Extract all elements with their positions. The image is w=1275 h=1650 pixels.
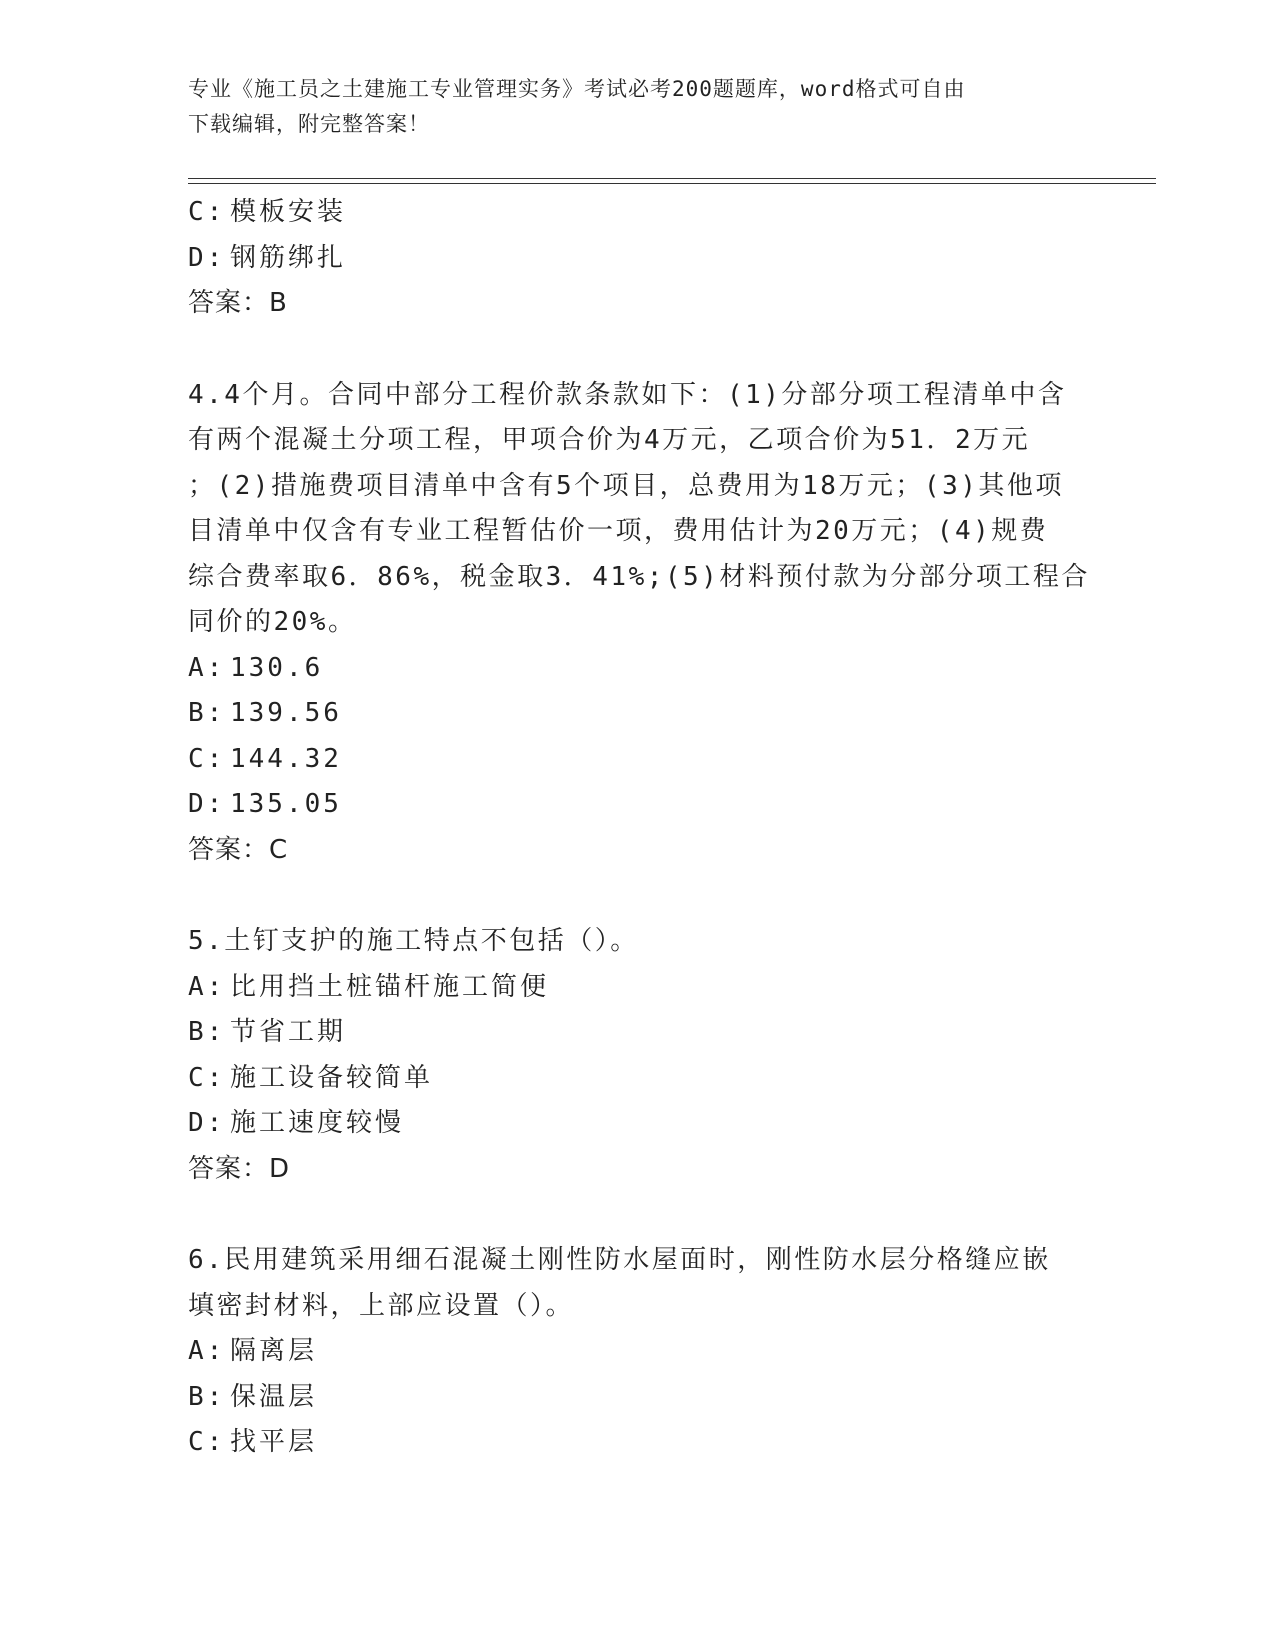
option-letter: B:: [188, 1381, 226, 1412]
option-letter: D:: [188, 789, 226, 819]
option-text: 找平层: [230, 1427, 318, 1457]
question-content: [188, 190, 1090, 1466]
answer-line: 答案：C: [188, 834, 289, 865]
header-divider-top: [188, 178, 1156, 179]
question-text-line: 4.4个月。合同中部分工程价款条款如下：(1)分部分项工程清单中含: [188, 379, 1067, 410]
option-text: 节省工期: [230, 1017, 347, 1047]
question-text-line: 有两个混凝土分项工程，甲项合价为4万元，乙项合价为51．2万元: [188, 425, 1031, 455]
option-letter: C:: [188, 1062, 226, 1093]
option-c: [188, 190, 1068, 236]
option-letter: C:: [188, 743, 226, 774]
option-a: [188, 1329, 1068, 1375]
option-letter: D:: [188, 242, 226, 273]
question-text-line: 5.土钉支护的施工特点不包括（）。: [188, 926, 639, 956]
question-text-line: 填密封材料，上部应设置（）。: [188, 1290, 575, 1321]
option-text: 施工速度较慢: [230, 1108, 405, 1138]
option-letter: B:: [188, 1017, 226, 1047]
option-c: [188, 737, 1068, 783]
option-text: 144.32: [230, 743, 342, 774]
option-c: [188, 1420, 1068, 1466]
option-letter: C:: [188, 197, 226, 227]
option-letter: C:: [188, 1427, 226, 1457]
spacer: [188, 873, 1068, 919]
answer-line: 答案：B: [188, 288, 288, 318]
option-text: 130.6: [230, 652, 324, 683]
option-letter: D:: [188, 1108, 226, 1138]
document-header: [188, 72, 1088, 142]
option-text: 隔离层: [230, 1336, 318, 1366]
question-text-line: 同价的20%。: [188, 607, 357, 637]
option-text: 模板安装: [230, 197, 347, 227]
option-d: [188, 782, 1068, 828]
header-divider-bottom: [188, 183, 1156, 184]
spacer: [188, 327, 1068, 373]
header-line-1: 专业《施工员之土建施工专业管理实务》考试必考200题题库，word格式可自由: [188, 77, 966, 101]
option-b: [188, 691, 1068, 737]
option-text: 比用挡土桩锚杆施工简便: [230, 971, 550, 1002]
question-text-line: 6.民用建筑采用细石混凝土刚性防水屋面时，刚性防水层分格缝应嵌: [188, 1245, 1051, 1275]
option-text: 钢筋绑扎: [230, 242, 347, 273]
question-5: [188, 919, 1068, 965]
option-text: 保温层: [230, 1381, 318, 1412]
header-line-2: 下载编辑，附完整答案！: [188, 112, 430, 136]
question-text-line: 综合费率取6．86%，税金取3．41%;(5)材料预付款为分部分项工程合: [188, 561, 1090, 592]
option-b: [188, 1375, 1068, 1421]
option-text: 139.56: [230, 698, 342, 728]
option-letter: A:: [188, 971, 226, 1002]
option-letter: A:: [188, 652, 226, 683]
spacer: [188, 1192, 1068, 1238]
question-block-prev: [188, 190, 1068, 327]
question-6: [188, 1238, 1068, 1329]
option-letter: A:: [188, 1336, 226, 1366]
option-text: 施工设备较简单: [230, 1062, 434, 1093]
option-d: [188, 1101, 1068, 1147]
option-a: [188, 646, 1068, 692]
answer-line: 答案：D: [188, 1153, 291, 1184]
option-d: [188, 236, 1068, 282]
question-text-line: 目清单中仅含有专业工程暂估价一项，费用估计为20万元；(4)规费: [188, 516, 1049, 546]
option-c: [188, 1056, 1068, 1102]
question-text-line: ；(2)措施费项目清单中含有5个项目，总费用为18万元；(3)其他项: [188, 470, 1064, 501]
option-a: [188, 965, 1068, 1011]
option-b: [188, 1010, 1068, 1056]
option-letter: B:: [188, 698, 226, 728]
question-4: [188, 373, 1090, 646]
option-text: 135.05: [230, 789, 342, 819]
